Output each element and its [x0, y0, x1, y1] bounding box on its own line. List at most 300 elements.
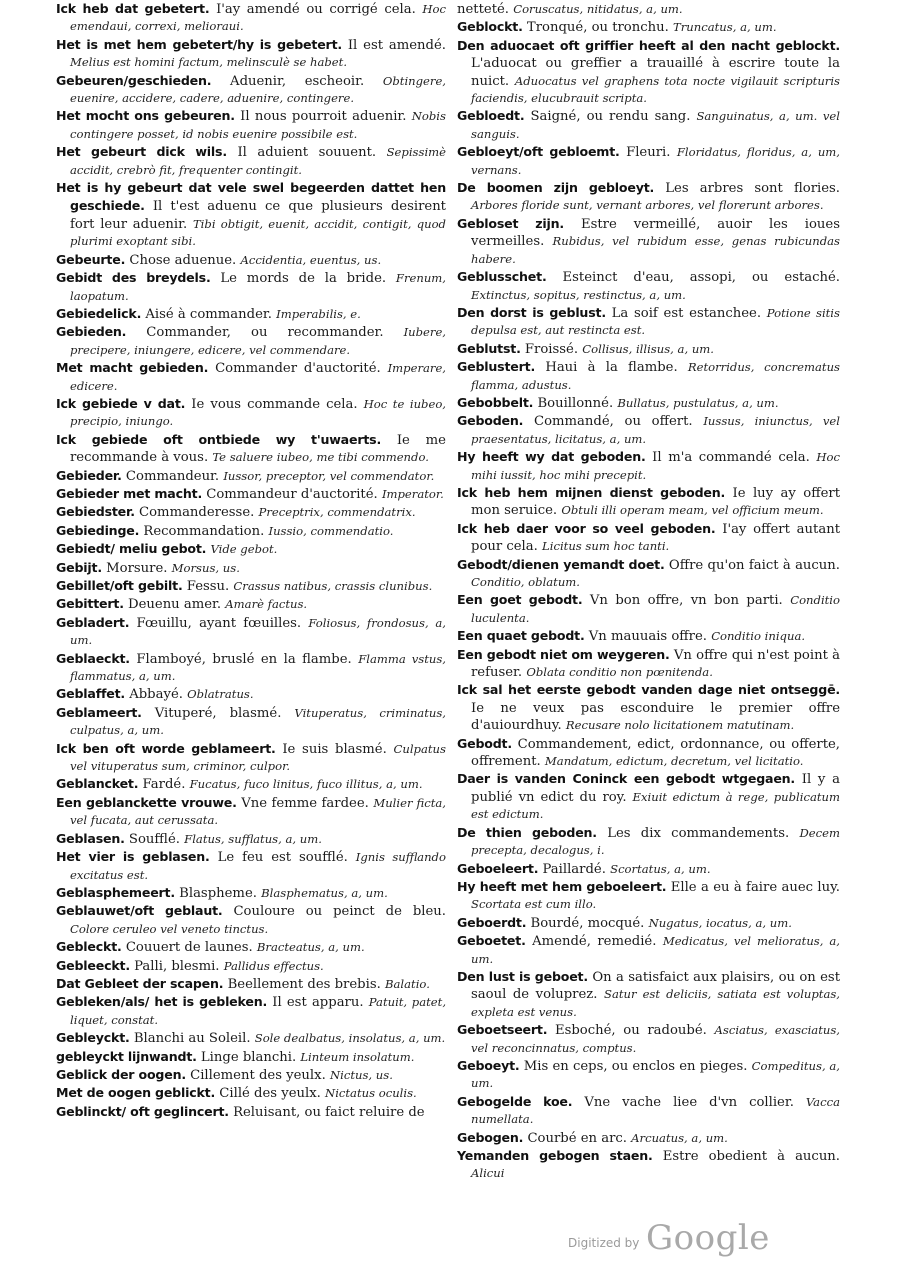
french-gloss: Ie luy ay offert mon seruice. [471, 485, 840, 519]
latin-gloss: Amarè factus. [225, 597, 308, 612]
dictionary-entry [56, 975, 446, 993]
headword: Het is hy gebeurt dat vele swel begeerden dattet hen geschiede. [56, 180, 446, 214]
latin-gloss: Iussio, commendatio. [268, 523, 394, 538]
headword: Gebiedinge. [56, 522, 140, 538]
latin-gloss: Alicui [471, 1166, 505, 1181]
headword: Ick gebiede v dat. [56, 395, 186, 411]
french-gloss: Ie me recommande à vous. [70, 432, 446, 466]
headword: Geboetet. [457, 933, 526, 949]
headword: Gebleyckt. [56, 1030, 130, 1046]
latin-gloss: Balatio. [385, 976, 430, 991]
dictionary-entry [56, 0, 446, 36]
dictionary-entry [457, 878, 840, 914]
dictionary-entry [457, 215, 840, 268]
latin-gloss: Medicatus, vel melioratus, a, um. [471, 934, 840, 966]
french-gloss: Vne vache liee d'vn collier. [584, 1094, 794, 1110]
headword: Gebiedster. [56, 504, 135, 520]
dictionary-entry [457, 1129, 840, 1147]
french-gloss: Ie suis blasmé. [282, 741, 387, 757]
dictionary-entry [56, 650, 446, 686]
headword: Geblancket. [56, 776, 139, 792]
headword: Den aduocaet oft griffier heeft al den nacht geblockt. [457, 37, 840, 53]
french-gloss: Ie ne veux pas esconduire le premier offre d'auiourdhuy. [471, 700, 840, 734]
french-gloss: Beellement des brebis. [227, 976, 381, 992]
headword: Gebeuren/geschieden. [56, 72, 212, 88]
headword: Daer is vanden Coninck een gebodt wtgegaen. [457, 771, 796, 787]
latin-gloss: Imperare, edicere. [70, 361, 446, 393]
headword: Gebidt des breydels. [56, 270, 211, 286]
latin-gloss: Pallidus effectus. [223, 958, 324, 973]
dictionary-entry [457, 627, 840, 645]
watermark-prefix: Digitized by [568, 1236, 640, 1250]
dictionary-entry [457, 1021, 840, 1057]
headword: Gebladert. [56, 614, 130, 630]
french-gloss: Courbé en arc. [527, 1130, 627, 1146]
french-gloss: Paillardé. [542, 861, 606, 877]
dictionary-entry [56, 323, 446, 359]
french-gloss: Vn bon offre, vn bon parti. [589, 593, 783, 609]
french-gloss: Couloure ou peinct de bleu. [233, 904, 446, 920]
french-gloss: Bouillonné. [537, 395, 614, 411]
dictionary-entry [56, 359, 446, 395]
french-gloss: Offre qu'on faict à aucun. [668, 557, 840, 573]
dictionary-entry [457, 914, 840, 932]
headword: Geblauwet/oft geblaut. [56, 903, 223, 919]
headword: Gebeurte. [56, 251, 126, 267]
dictionary-entry [56, 36, 446, 72]
dictionary-entry [457, 412, 840, 448]
headword: Geblaffet. [56, 686, 126, 702]
headword: Yemanden gebogen staen. [457, 1148, 653, 1163]
french-gloss: Fleuri. [626, 145, 671, 161]
dictionary-entry [56, 957, 446, 975]
latin-gloss: Conditio iniqua. [711, 629, 806, 644]
latin-gloss: Blasphematus, a, um. [261, 885, 388, 900]
latin-gloss: Asciatus, exasciatus, vel reconcinnatus, comptus. [471, 1023, 840, 1055]
latin-gloss: Foliosus, frondosus, a, um. [70, 615, 446, 648]
headword: Gebieder met macht. [56, 485, 203, 501]
latin-gloss: Retorridus, concrematus flamma, adustus. [471, 360, 840, 392]
french-gloss: Soufflé. [128, 831, 180, 847]
french-gloss: La soif est estanchee. [611, 305, 762, 321]
headword: Hy heeft wy dat geboden. [457, 449, 646, 465]
latin-gloss: Compeditus, a, um. [471, 1058, 840, 1091]
latin-gloss: Bullatus, pustulatus, a, um. [617, 395, 779, 410]
dictionary-entry [457, 0, 840, 18]
french-gloss: Vn mauuais offre. [588, 629, 707, 645]
french-gloss: Aisé à commander. [145, 306, 272, 322]
dictionary-entry [457, 37, 840, 108]
dictionary-entry [457, 770, 840, 823]
latin-gloss: Sanguinatus, a, um. vel sanguis. [471, 109, 840, 141]
latin-gloss: Linteum insolatum. [300, 1049, 415, 1064]
dictionary-entry [457, 1093, 840, 1129]
latin-gloss: Melius est homini factum, melinsculè se habet. [70, 55, 348, 70]
french-gloss: On a satisfaict aux plaisirs, ou on est saoul de voluprez. [471, 969, 840, 1003]
dictionary-entry [457, 18, 840, 36]
headword: Gebieden. [56, 324, 127, 340]
french-gloss: Chose aduenue. [129, 252, 237, 268]
dictionary-entry [56, 902, 446, 938]
latin-gloss: Crassus natibus, crassis clunibus. [233, 579, 433, 593]
dictionary-entry [56, 251, 446, 269]
headword: Gebleken/als/ het is gebleken. [56, 994, 268, 1010]
latin-gloss: Sepissimè accidit, crebrò fit, frequenter contingit. [70, 145, 446, 177]
latin-gloss: Collisus, illisus, a, um. [582, 341, 714, 356]
latin-gloss: Recusare nolo licitationem matutinam. [565, 718, 795, 733]
french-gloss: Couuert de launes. [125, 940, 253, 956]
dictionary-entry [457, 681, 840, 734]
latin-gloss: Patuit, patet, liquet, constat. [70, 995, 446, 1027]
dictionary-entry [56, 1066, 446, 1084]
french-gloss: Les dix commandements. [607, 825, 790, 841]
latin-gloss: Nictatus oculis. [325, 1086, 417, 1101]
dictionary-entry [457, 179, 840, 215]
headword: Dat Gebleet der scapen. [56, 975, 224, 991]
latin-gloss: Arbores floride sunt, vernant arbores, vel florerunt arbores. [471, 198, 824, 213]
latin-gloss: Frenum, laopatum. [70, 271, 446, 303]
headword: Geboetseert. [457, 1022, 548, 1038]
french-gloss: Fardé. [142, 777, 186, 793]
headword: Gebobbelt. [457, 394, 534, 410]
latin-gloss: Licitus sum hoc tanti. [542, 539, 670, 554]
dictionary-entry [56, 305, 446, 323]
latin-gloss: Satur est deliciis, satiata est voluptas, expleta est venus. [471, 987, 840, 1019]
french-gloss: Deuenu amer. [128, 597, 222, 613]
dictionary-entry [457, 556, 840, 592]
dictionary-entry [56, 1048, 446, 1066]
headword: Ick sal het eerste gebodt vanden dage niet ontseggē. [457, 682, 840, 698]
french-gloss: Commanderesse. [139, 505, 255, 521]
headword: Ick heb hem mijnen dienst geboden. [457, 484, 726, 500]
dictionary-entry [457, 646, 840, 682]
dictionary-entry [457, 340, 840, 358]
french-gloss: Il est apparu. [272, 995, 364, 1011]
french-gloss: Ie vous commande cela. [191, 396, 358, 412]
french-gloss: Commandeur d'auctorité. [206, 486, 378, 502]
latin-gloss: Mandatum, edictum, decretum, vel licitatio. [544, 754, 804, 769]
headword: Geblameert. [56, 704, 142, 720]
latin-gloss: Morsus, us. [171, 560, 240, 575]
dictionary-entry [56, 143, 446, 179]
dictionary-entry [457, 268, 840, 304]
french-gloss: Commander, ou recommander. [146, 325, 384, 341]
french-gloss: Mis en ceps, ou enclos en pieges. [523, 1058, 748, 1074]
latin-gloss: Culpatus vel vituperatus sum, criminor, culpor. [70, 741, 446, 774]
headword: Gebiedelick. [56, 305, 142, 321]
watermark-brand: Google [646, 1218, 770, 1258]
latin-gloss: Preceptrix, commendatrix. [258, 505, 416, 520]
french-gloss: Reluisant, ou faict reluire de [233, 1104, 425, 1120]
french-gloss: L'aduocat ou greffier a trauaillé à escrire toute la nuict. [471, 56, 840, 89]
headword: Den dorst is geblust. [457, 304, 606, 320]
latin-gloss: Mulier ficta, vel fucata, aut cerussata. [70, 795, 446, 828]
french-gloss: Linge blanchi. [200, 1049, 297, 1065]
latin-gloss: Sole dealbatus, insolatus, a, um. [254, 1031, 446, 1046]
french-gloss: Vn offre qui n'est point à refuser. [471, 647, 840, 681]
latin-gloss: Coruscatus, nitidatus, a, um. [513, 2, 683, 16]
latin-gloss: Arcuatus, a, um. [631, 1130, 728, 1145]
headword: Gebodt. [457, 735, 512, 751]
french-gloss: Aduenir, escheoir. [230, 73, 365, 89]
latin-gloss: Rubidus, vel rubidum esse, genas rubicundas habere. [471, 234, 840, 266]
headword: Gebloset zijn. [457, 215, 564, 231]
dictionary-entry [56, 614, 446, 650]
latin-gloss: Truncatus, a, um. [673, 20, 777, 35]
latin-gloss: Conditio, oblatum. [471, 575, 580, 589]
dictionary-entry [56, 485, 446, 503]
french-gloss: I'ay offert autant pour cela. [471, 521, 840, 555]
headword: Het gebeurt dick wils. [56, 144, 227, 160]
dictionary-entry [56, 540, 446, 558]
headword: Geblick der oogen. [56, 1066, 186, 1082]
headword: Geblustert. [457, 359, 536, 375]
dictionary-entry [56, 431, 446, 467]
dictionary-entry [457, 520, 840, 556]
headword: Gebiedt/ meliu gebot. [56, 541, 207, 557]
headword: Gebogen. [457, 1129, 524, 1145]
dictionary-entry [457, 735, 840, 771]
latin-gloss: Colore ceruleo vel veneto tinctus. [70, 921, 269, 936]
latin-gloss: Vituperatus, criminatus, culpatus, a, um. [70, 705, 446, 738]
dictionary-entry [56, 395, 446, 431]
french-gloss: Haui à la flambe. [545, 360, 678, 376]
headword: Gebloedt. [457, 108, 525, 124]
headword: Een goet gebodt. [457, 592, 583, 608]
dictionary-entry [56, 938, 446, 956]
headword: Hy heeft met hem geboeleert. [457, 878, 667, 894]
french-gloss: Il nous pourroit aduenir. [240, 109, 407, 125]
headword: Gebijt. [56, 559, 102, 575]
french-gloss: Recommandation. [143, 523, 265, 539]
french-gloss: Les arbres sont flories. [665, 181, 840, 197]
dictionary-entry [56, 522, 446, 540]
dictionary-entry [56, 577, 446, 595]
latin-gloss: Ignis sufflando excitatus est. [70, 850, 446, 882]
latin-gloss: Bracteatus, a, um. [256, 940, 365, 955]
dictionary-entry [457, 107, 840, 143]
latin-gloss: Iussor, preceptor, vel commendator. [223, 468, 435, 483]
french-gloss: Il aduient souuent. [237, 145, 377, 161]
dictionary-entry [457, 448, 840, 484]
headword: Ick heb dat gebetert. [56, 1, 210, 16]
latin-gloss: Imperator. [381, 486, 444, 501]
dictionary-entry [56, 993, 446, 1029]
french-gloss: netteté. [457, 2, 509, 17]
latin-gloss: Vacca numellata. [471, 1094, 840, 1127]
headword: Gebodt/dienen yemandt doet. [457, 556, 665, 572]
headword: Ick gebiede oft ontbiede wy t'uwaerts. [56, 431, 382, 447]
headword: Het vier is geblasen. [56, 849, 210, 865]
dictionary-entry [56, 179, 446, 251]
french-gloss: Flamboyé, bruslé en la flambe. [136, 651, 352, 667]
headword: Gebillet/oft gebilt. [56, 578, 183, 593]
dictionary-entry [56, 467, 446, 485]
headword: Ick ben oft worde geblameert. [56, 740, 276, 756]
latin-gloss: Hoc emendaui, correxi, melioraui. [70, 2, 446, 34]
headword: Ick heb daer voor so veel geboden. [457, 520, 716, 536]
headword: Gebleckt. [56, 939, 122, 955]
french-gloss: Tronqué, ou tronchu. [526, 20, 669, 36]
dictionary-entry [457, 591, 840, 627]
headword: Geblasphemeert. [56, 884, 175, 900]
dictionary-entry [56, 704, 446, 740]
dictionary-entry [56, 830, 446, 848]
headword: Geblockt. [457, 19, 523, 35]
french-gloss: Morsure. [106, 560, 168, 576]
dictionary-entry [56, 595, 446, 613]
latin-gloss: Decem precepta, decalogus, i. [471, 825, 840, 858]
french-gloss: Commandeur. [125, 468, 220, 484]
latin-gloss: Potione sitis depulsa est, aut restincta est. [471, 305, 840, 338]
dictionary-entry [56, 107, 446, 143]
latin-gloss: Scortatus, a, um. [610, 861, 711, 876]
latin-gloss: Hoc te iubeo, precipio, iniungo. [70, 396, 446, 429]
headword: gebleyckt lijnwandt. [56, 1048, 197, 1064]
headword: De thien geboden. [457, 824, 597, 840]
latin-gloss: Fucatus, fuco linitus, fuco illitus, a, um. [189, 777, 423, 792]
dictionary-entry [56, 72, 446, 108]
french-gloss: Estre vermeillé, auoir les ioues vermeilles. [471, 216, 840, 250]
french-gloss: I'ay amendé ou corrigé cela. [216, 2, 416, 17]
latin-gloss: Extinctus, sopitus, restinctus, a, um. [471, 287, 686, 302]
latin-gloss: Accidentia, euentus, us. [240, 252, 382, 267]
dictionary-entry [457, 1057, 840, 1093]
latin-gloss: Iubere, precipere, iniungere, edicere, vel commendare. [70, 325, 446, 357]
latin-gloss: Obtuli illi operam meam, vel officium meum. [561, 503, 824, 518]
latin-gloss: Scortata est cum illo. [471, 897, 597, 912]
french-gloss: Palli, blesmi. [134, 958, 220, 974]
french-gloss: Amendé, remedié. [532, 934, 657, 950]
headword: Geblasen. [56, 830, 125, 846]
latin-gloss: Nobis contingere posset, id nobis euenire possibile est. [70, 109, 446, 141]
headword: Geboerdt. [457, 914, 527, 930]
french-gloss: Bourdé, mocqué. [530, 915, 645, 931]
google-watermark [568, 1218, 768, 1266]
dictionary-entry [56, 775, 446, 793]
headword: Geblutst. [457, 340, 521, 356]
latin-gloss: Vide gebot. [210, 542, 278, 557]
headword: Geboeyt. [457, 1057, 520, 1073]
dictionary-entry [56, 794, 446, 830]
headword: Het is met hem gebetert/hy is gebetert. [56, 36, 342, 52]
dictionary-entry [56, 269, 446, 305]
dictionary-entry [457, 860, 840, 878]
headword: Een geblanckette vrouwe. [56, 794, 237, 810]
latin-gloss: Te saluere iubeo, me tibi commendo. [212, 450, 429, 465]
headword: Gebleeckt. [56, 957, 130, 973]
french-gloss: Blanchi au Soleil. [133, 1031, 251, 1047]
right-column [457, 0, 840, 1183]
headword: Gebieder. [56, 467, 122, 483]
latin-gloss: Oblatratus. [187, 687, 254, 702]
dictionary-entry [457, 968, 840, 1021]
french-gloss: Esboché, ou radoubé. [554, 1023, 707, 1039]
latin-gloss: Flamma vstus, flammatus, a, um. [70, 651, 446, 684]
latin-gloss: Exiuit edictum à rege, publicatum est edictum. [471, 789, 840, 822]
french-gloss: Le feu est soufflé. [217, 850, 348, 866]
dictionary-entry [457, 1147, 840, 1183]
dictionary-entry [56, 503, 446, 521]
headword: Met macht gebieden. [56, 360, 209, 376]
headword: Geblaeckt. [56, 650, 130, 666]
dictionary-entry [56, 1103, 446, 1121]
dictionary-entry [56, 685, 446, 703]
french-gloss: Fœuillu, ayant fœuilles. [136, 615, 302, 631]
headword: Geboden. [457, 413, 524, 429]
dictionary-entry [56, 1029, 446, 1047]
latin-gloss: Conditio luculenta. [471, 593, 840, 625]
french-gloss: Blaspheme. [179, 885, 257, 901]
french-gloss: Vne femme fardee. [241, 795, 369, 811]
dictionary-entry [457, 358, 840, 394]
dictionary-entry [457, 484, 840, 520]
french-gloss: Il m'a commandé cela. [652, 450, 810, 466]
french-gloss: Elle a eu à faire auec luy. [670, 879, 840, 895]
latin-gloss: Flatus, sufflatus, a, um. [184, 831, 322, 846]
french-gloss: Estre obedient à aucun. [662, 1149, 840, 1164]
dictionary-entry [56, 848, 446, 884]
headword: Een gebodt niet om weygeren. [457, 646, 670, 662]
dictionary-entry [457, 824, 840, 860]
french-gloss: Esteinct d'eau, assopi, ou estaché. [562, 270, 840, 286]
headword: De boomen zijn gebloeyt. [457, 180, 655, 196]
dictionary-entry [56, 559, 446, 577]
latin-gloss: Imperabilis, e. [276, 306, 361, 321]
dictionary-entry [56, 740, 446, 776]
headword: Den lust is geboet. [457, 968, 588, 984]
latin-gloss: Aduocatus vel graphens tota nocte vigilauit scripturis faciendis, elucubrauit scripta. [471, 73, 840, 106]
headword: Gebittert. [56, 596, 124, 612]
french-gloss: Il y a publié vn edict du roy. [471, 772, 840, 805]
french-gloss: Commandé, ou offert. [533, 414, 693, 430]
headword: Geblusschet. [457, 269, 547, 285]
latin-gloss: Nictus, us. [329, 1067, 393, 1082]
dictionary-entry [457, 394, 840, 412]
latin-gloss: Iussus, iniunctus, vel praesentatus, licitatus, a, um. [471, 414, 840, 446]
french-gloss: Le mords de la bride. [220, 271, 387, 287]
french-gloss: Cillement des yeulx. [190, 1067, 326, 1083]
dictionary-entry [457, 143, 840, 179]
dictionary-entry [457, 304, 840, 340]
french-gloss: Il est amendé. [347, 37, 446, 53]
french-gloss: Il t'est aduenu ce que plusieurs desirent fort leur aduenir. [70, 199, 446, 232]
french-gloss: Fessu. [186, 579, 230, 594]
left-column [56, 0, 446, 1121]
latin-gloss: Tibi obtigit, euenit, accidit, contigit, quod plurimi exoptant sibi. [70, 216, 446, 249]
headword: Gebloeyt/oft gebloemt. [457, 144, 620, 160]
french-gloss: Cillé des yeulx. [219, 1086, 321, 1102]
french-gloss: Commandement, edict, ordonnance, ou offerte, offrement. [471, 736, 840, 770]
french-gloss: Abbayé. [129, 687, 183, 703]
dictionary-entry [56, 1084, 446, 1102]
headword: Met de oogen geblickt. [56, 1085, 216, 1101]
french-gloss: Froissé. [524, 341, 579, 357]
latin-gloss: Nugatus, iocatus, a, um. [648, 915, 792, 930]
headword: Geboeleert. [457, 860, 539, 876]
latin-gloss: Floridatus, floridus, a, um, vernans. [471, 145, 840, 177]
headword: Geblinckt/ oft geglincert. [56, 1103, 229, 1119]
headword: Een quaet gebodt. [457, 628, 585, 644]
french-gloss: Saigné, ou rendu sang. [530, 109, 691, 125]
french-gloss: Commander d'auctorité. [215, 361, 381, 377]
headword: Gebogelde koe. [457, 1093, 573, 1109]
headword: Het mocht ons gebeuren. [56, 108, 235, 124]
latin-gloss: Hoc mihi iussit, hoc mihi precepit. [471, 450, 840, 482]
french-gloss: Vituperé, blasmé. [154, 705, 282, 721]
dictionary-entry [457, 932, 840, 968]
latin-gloss: Oblata conditio non pœnitenda. [526, 665, 713, 680]
